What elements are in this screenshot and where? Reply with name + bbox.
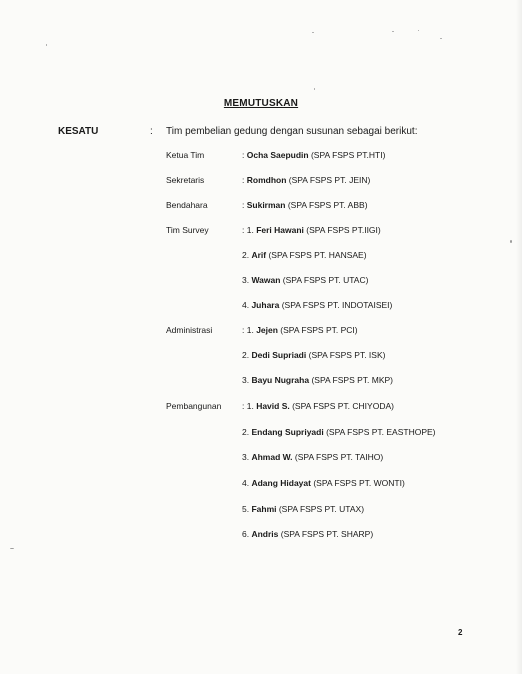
- committee-row: [0, 478, 522, 492]
- scan-speck: [10, 548, 14, 549]
- role-label: Sekretaris: [166, 175, 205, 185]
- scan-speck: [46, 44, 47, 46]
- role-label: Pembangunan: [166, 401, 222, 411]
- decision-heading: MEMUTUSKAN: [223, 98, 299, 109]
- member-entry: 3. Wawan (SPA FSPS PT. UTAC): [242, 275, 369, 285]
- scan-speck: [440, 38, 442, 39]
- member-entry: 5. Fahmi (SPA FSPS PT. UTAX): [242, 504, 365, 514]
- member-entry: 4. Adang Hidayat (SPA FSPS PT. WONTI): [242, 478, 405, 488]
- section-intro: Tim pembelian gedung dengan susunan sebagai berikut:: [166, 126, 418, 137]
- section-label: KESATU: [58, 126, 99, 137]
- committee-row: [0, 250, 522, 264]
- member-entry: : Ocha Saepudin (SPA FSPS PT.HTI): [242, 150, 386, 160]
- member-entry: 3. Bayu Nugraha (SPA FSPS PT. MKP): [242, 375, 393, 385]
- scan-speck: [392, 31, 394, 32]
- role-label: Bendahara: [166, 200, 208, 210]
- scan-speck: [418, 30, 419, 31]
- committee-row: [0, 325, 522, 339]
- member-entry: 6. Andris (SPA FSPS PT. SHARP): [242, 529, 374, 539]
- member-entry: 2. Endang Supriyadi (SPA FSPS PT. EASTHOPE): [242, 427, 436, 437]
- committee-row: [0, 504, 522, 518]
- committee-row: [0, 452, 522, 466]
- member-entry: : 1. Havid S. (SPA FSPS PT. CHIYODA): [242, 401, 394, 411]
- role-label: Administrasi: [166, 325, 213, 335]
- committee-row: [0, 200, 522, 214]
- committee-row: [0, 375, 522, 389]
- member-entry: : Romdhon (SPA FSPS PT. JEIN): [242, 175, 371, 185]
- member-entry: : Sukirman (SPA FSPS PT. ABB): [242, 200, 368, 210]
- member-entry: 4. Juhara (SPA FSPS PT. INDOTAISEI): [242, 300, 393, 310]
- committee-row: [0, 427, 522, 441]
- role-label: Ketua Tim: [166, 150, 205, 160]
- member-entry: 3. Ahmad W. (SPA FSPS PT. TAIHO): [242, 452, 384, 462]
- committee-row: [0, 150, 522, 164]
- page-number: 2: [458, 628, 463, 637]
- scan-speck: [314, 88, 315, 90]
- scan-speck: [510, 240, 512, 243]
- committee-row: [0, 275, 522, 289]
- committee-row: [0, 401, 522, 415]
- member-entry: : 1. Jejen (SPA FSPS PT. PCI): [242, 325, 358, 335]
- section-colon: :: [150, 126, 153, 137]
- member-entry: 2. Arif (SPA FSPS PT. HANSAE): [242, 250, 367, 260]
- role-label: Tim Survey: [166, 225, 209, 235]
- committee-row: [0, 175, 522, 189]
- scan-speck: [312, 32, 314, 33]
- member-entry: 2. Dedi Supriadi (SPA FSPS PT. ISK): [242, 350, 386, 360]
- committee-row: [0, 350, 522, 364]
- committee-row: [0, 300, 522, 314]
- committee-row: [0, 529, 522, 543]
- member-entry: : 1. Feri Hawani (SPA FSPS PT.IIGI): [242, 225, 381, 235]
- committee-row: [0, 225, 522, 239]
